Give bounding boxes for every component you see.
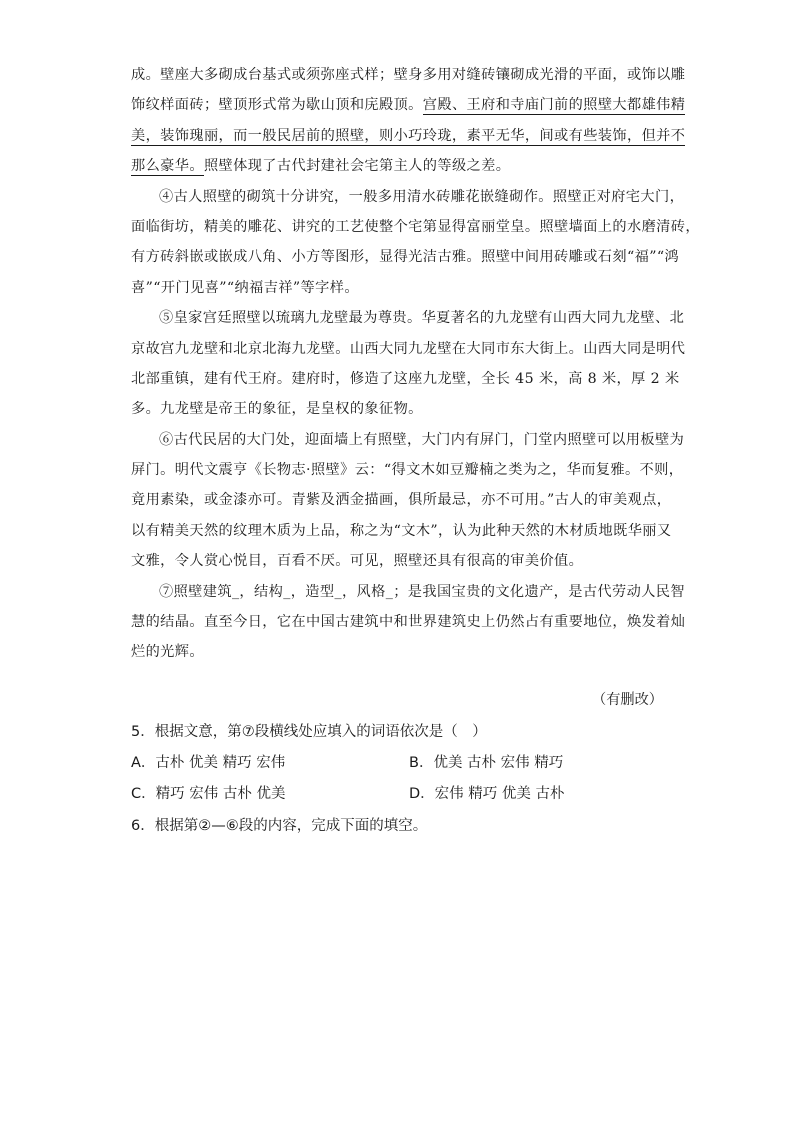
text-span: 北部重镇，建有代王府。建府时，修造了这座九龙壁，全长 45 米，高 8 米，厚 2 米 [131, 370, 680, 387]
passage-line [131, 637, 671, 667]
passage-line [131, 485, 671, 515]
passage-line [131, 151, 671, 181]
text-span: 以有精美天然的纹理木质为上品，称之为“文木”，认为此种天然的木材质地既华丽又 [131, 522, 672, 539]
text-span: ⑤皇家宫廷照壁以琉璃九龙壁最为尊贵。华夏著名的九龙壁有山西大同九龙壁、北 [159, 310, 685, 327]
underlined-sentence: 宫殿、王府和寺庙门前的照壁大都雄伟精 [422, 97, 686, 114]
passage-line [131, 577, 685, 607]
passage-line [131, 60, 686, 90]
text-span: 京故宫九龙壁和北京北海九龙壁。山西大同九龙壁在大同市东大街上。山西大同是明代 [131, 340, 686, 357]
text-span: 烂的光辉。 [131, 644, 204, 661]
passage-line [131, 121, 686, 151]
q5-option-d[interactable]: D．宏伟 精巧 优美 古朴 [409, 786, 565, 802]
passage-line [131, 394, 671, 424]
q5-option-b[interactable]: B．优美 古朴 宏伟 精巧 [409, 755, 564, 771]
passage-line [131, 364, 680, 394]
text-span: ⑦照壁建筑_，结构_，造型_，风格_；是我国宝贵的文化遗产，是古代劳动人民智 [159, 583, 685, 600]
passage-line [131, 546, 671, 576]
source-note: （有删改） [592, 692, 663, 708]
text-span: ⑥古代民居的大门处，迎面墙上有照壁，大门内有屏门，门堂内照壁可以用板壁为 [159, 431, 685, 448]
q5-option-a[interactable]: A．古朴 优美 精巧 宏伟 [131, 755, 286, 771]
passage-line [131, 273, 671, 303]
underlined-sentence: 美，装饰瑰丽，而一般民居前的照壁，则小巧玲珑，素平无华，间或有些装饰，但并不 [131, 127, 686, 144]
text-span: 屏门。明代文震亨《长物志·照壁》云：“得文木如豆瓣楠之类为之，华而复雅。不则， [131, 462, 684, 479]
text-span: 喜”“开门见喜”“纳福吉祥”等字样。 [131, 279, 359, 296]
text-span: 饰纹样面砖；壁顶形式常为歇山顶和庑殿顶。 [131, 97, 423, 114]
text-span: 照壁体现了古代封建社会宅第主人的等级之差。 [203, 158, 511, 175]
text-span: 文雅，令人赏心悦目，百看不厌。可见，照壁还具有很高的审美价值。 [131, 553, 584, 570]
passage-line [131, 516, 671, 546]
passage-line [131, 455, 684, 485]
passage-line [131, 425, 685, 455]
text-span: 成。壁座大多砌成台基式或须弥座式样；壁身多用对缝砖镶砌成光滑的平面，或饰以雕 [131, 67, 686, 83]
passage-line [131, 303, 685, 333]
question-6-stem: 6．根据第②—⑥段的内容，完成下面的填空。 [131, 818, 428, 834]
passage-line [131, 212, 700, 242]
question-5-stem: 5．根据文意，第⑦段横线处应填入的词语依次是（ ） [131, 724, 487, 740]
passage-line [131, 90, 686, 120]
passage-line [131, 334, 686, 364]
passage-line [131, 182, 685, 212]
text-span: ④古人照壁的砌筑十分讲究，一般多用清水砖雕花嵌缝砌作。照壁正对府宅大门， [159, 188, 685, 205]
passage-text [131, 60, 700, 668]
text-span: 慧的结晶。直至今日，它在中国古建筑中和世界建筑史上仍然占有重要地位，焕发着灿 [131, 614, 686, 631]
text-span: 多。九龙壁是帝王的象征，是皇权的象征物。 [131, 401, 423, 418]
passage-line [131, 607, 686, 637]
q5-option-c[interactable]: C．精巧 宏伟 古朴 优美 [131, 786, 286, 802]
passage-line [131, 242, 680, 272]
text-span: 面临街坊，精美的雕花、讲究的工艺使整个宅第显得富丽堂皇。照壁墙面上的水磨清砖， [131, 218, 700, 235]
text-span: 有方砖斜嵌或嵌成八角、小方等图形，显得光洁古雅。照壁中间用砖雕或石刻“福”“鸿 [131, 249, 680, 266]
text-span: 竟用素染，或金漆亦可。青紫及洒金描画，俱所最忌，亦不可用。”古人的审美观点， [131, 492, 672, 509]
underlined-sentence: 那么豪华。 [131, 158, 204, 175]
